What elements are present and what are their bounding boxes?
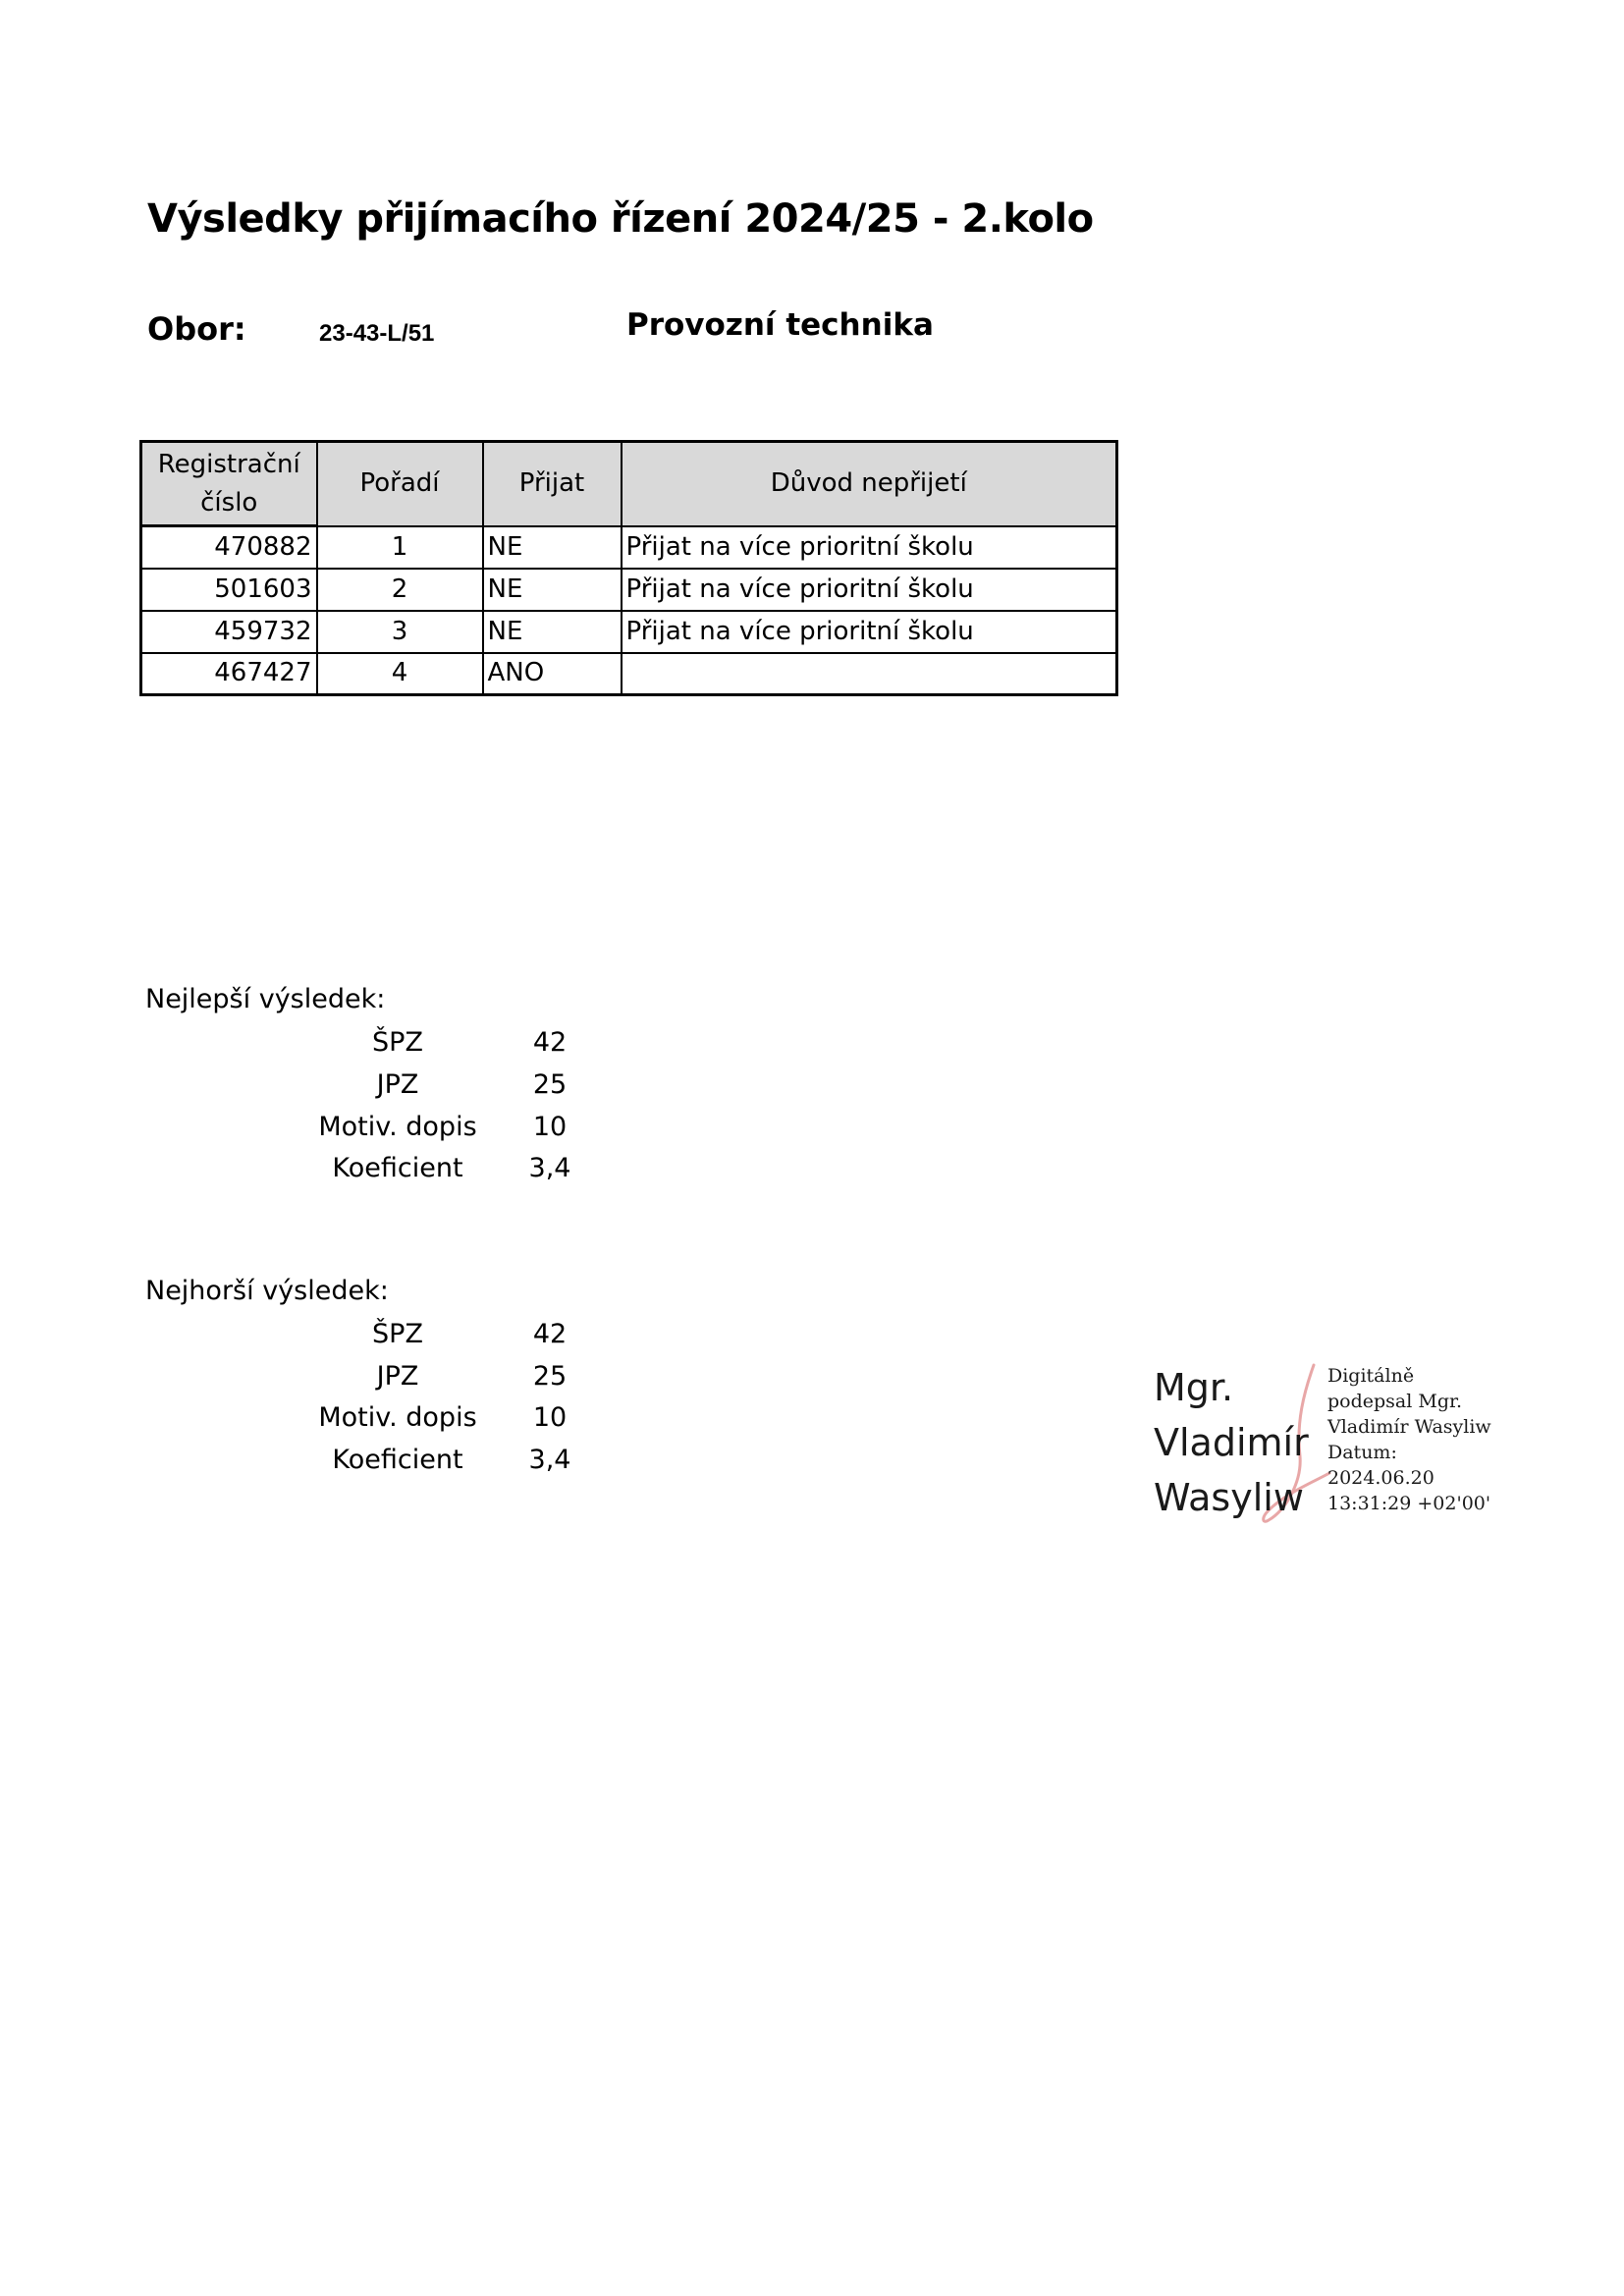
signature-detail-line: Vladimír Wasyliw <box>1327 1416 1491 1438</box>
cell-rank: 3 <box>317 611 483 653</box>
worst-stat-row <box>295 1445 589 1487</box>
cell-rank: 4 <box>317 653 483 695</box>
best-stat-row <box>295 1112 589 1154</box>
stat-key: JPZ <box>376 1361 419 1392</box>
obor-name: Provozní technika <box>626 307 934 343</box>
cell-admitted: NE <box>483 526 622 569</box>
signature-detail-line: 2024.06.20 <box>1327 1467 1435 1489</box>
best-stat-row <box>295 1153 589 1195</box>
stat-value: 42 <box>532 1319 568 1349</box>
stat-key: Koeficient <box>332 1445 463 1475</box>
stat-value: 10 <box>532 1112 568 1142</box>
signature-name <box>1154 1360 1309 1525</box>
cell-rank: 2 <box>317 569 483 611</box>
signature-name-line: Mgr. <box>1154 1366 1234 1409</box>
obor-label: Obor: <box>147 310 246 348</box>
stat-value: 25 <box>532 1069 568 1100</box>
table-header-row <box>141 442 1117 526</box>
header-registration-number: Registrační číslo <box>141 442 317 526</box>
stat-key: ŠPZ <box>372 1027 423 1058</box>
signature-detail-line: podepsal Mgr. <box>1327 1391 1463 1412</box>
worst-stat-row <box>295 1402 589 1445</box>
cell-registration-number: 459732 <box>141 611 317 653</box>
stat-key: Motiv. dopis <box>318 1112 477 1142</box>
cell-admitted: ANO <box>483 653 622 695</box>
signature-detail-line: Digitálně <box>1327 1365 1415 1387</box>
cell-rejection-reason: Přijat na více prioritní školu <box>622 569 1117 611</box>
stat-value: 42 <box>532 1027 568 1058</box>
cell-rejection-reason: Přijat na více prioritní školu <box>622 611 1117 653</box>
worst-stat-row <box>295 1319 589 1361</box>
header-rank: Pořadí <box>317 442 483 526</box>
stat-value: 3,4 <box>528 1153 571 1183</box>
stat-key: JPZ <box>376 1069 419 1100</box>
signature-name-line: Wasyliw <box>1154 1476 1304 1519</box>
signature-detail-line: Datum: <box>1327 1442 1397 1463</box>
stat-value: 25 <box>532 1361 568 1392</box>
table-row <box>141 653 1117 695</box>
obor-code: 23-43-L/51 <box>319 320 435 347</box>
signature-detail-line: 13:31:29 +02'00' <box>1327 1493 1491 1514</box>
best-result-label: Nejlepší výsledek: <box>145 984 386 1014</box>
signature-details <box>1327 1363 1491 1516</box>
best-stat-row <box>295 1027 589 1069</box>
header-rejection-reason: Důvod nepřijetí <box>622 442 1117 526</box>
cell-rejection-reason: Přijat na více prioritní školu <box>622 526 1117 569</box>
table-row <box>141 611 1117 653</box>
header-admitted: Přijat <box>483 442 622 526</box>
cell-admitted: NE <box>483 611 622 653</box>
cell-rank: 1 <box>317 526 483 569</box>
results-table <box>139 440 1118 696</box>
table-row <box>141 526 1117 569</box>
table-row <box>141 569 1117 611</box>
cell-registration-number: 470882 <box>141 526 317 569</box>
stat-key: Motiv. dopis <box>318 1402 477 1433</box>
worst-stat-row <box>295 1361 589 1403</box>
stat-value: 10 <box>532 1402 568 1433</box>
signature-name-line: Vladimír <box>1154 1421 1309 1464</box>
best-stat-row <box>295 1069 589 1112</box>
stat-value: 3,4 <box>528 1445 571 1475</box>
cell-registration-number: 467427 <box>141 653 317 695</box>
cell-registration-number: 501603 <box>141 569 317 611</box>
cell-admitted: NE <box>483 569 622 611</box>
worst-result-label: Nejhorší výsledek: <box>145 1276 389 1306</box>
cell-rejection-reason <box>622 653 1117 695</box>
page-title: Výsledky přijímacího řízení 2024/25 - 2.kolo <box>147 196 1094 242</box>
stat-key: ŠPZ <box>372 1319 423 1349</box>
stat-key: Koeficient <box>332 1153 463 1183</box>
